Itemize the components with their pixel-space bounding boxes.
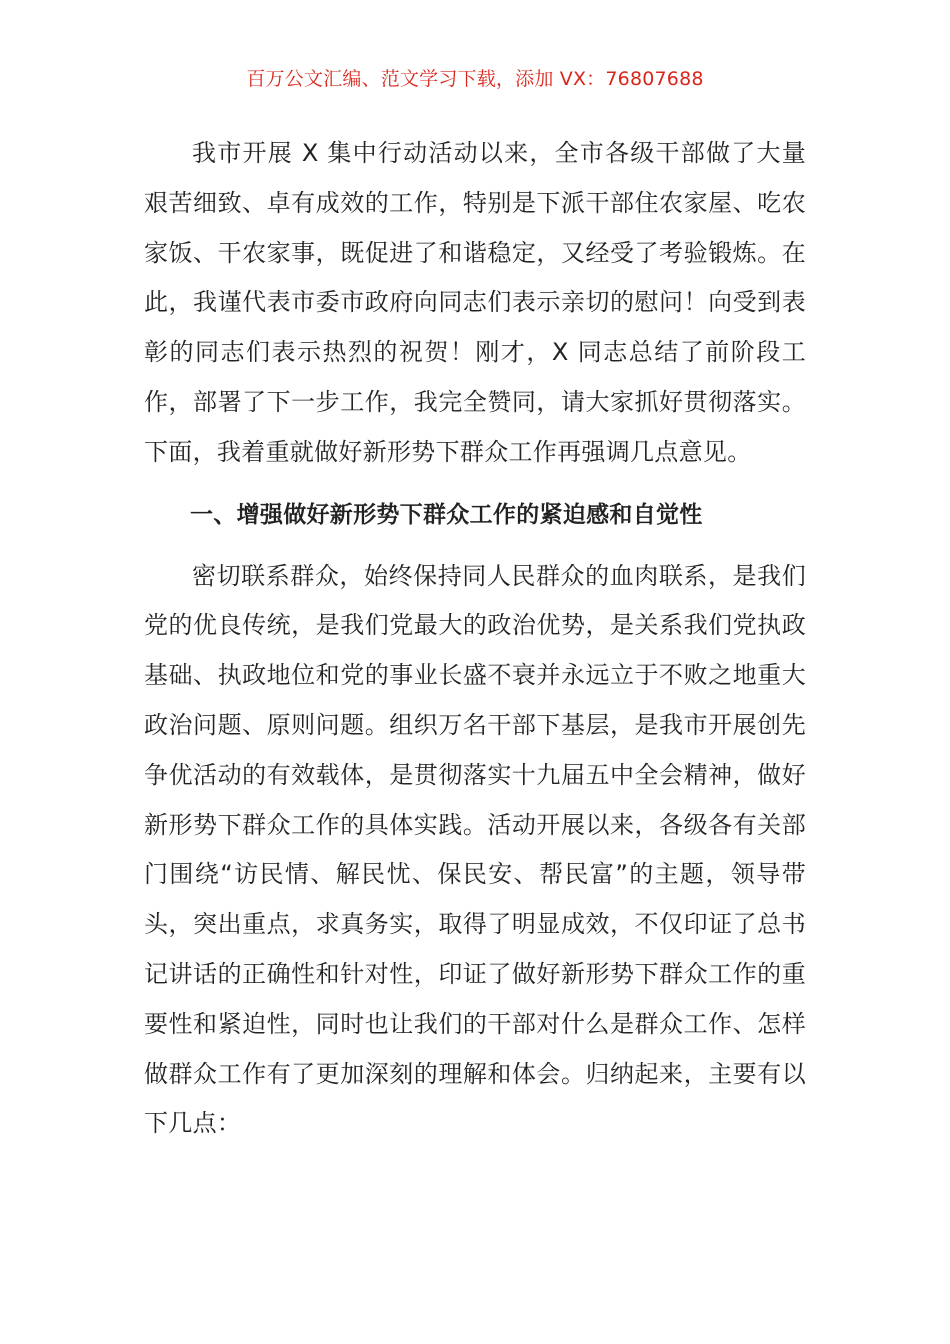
header-banner: 百万公文汇编、范文学习下载，添加 VX：76807688 (246, 68, 704, 90)
document-body (144, 129, 806, 1149)
section-heading: 一、增强做好新形势下群众工作的紧迫感和自觉性 (190, 501, 703, 528)
intro-paragraph: 我市开展 X 集中行动活动以来，全市各级干部做了大量艰苦细致、卓有成效的工作，特别是下派干部住农家屋、吃农家饭、干农家事，既促进了和谐稳定，又经受了考验锻炼。在此，我谨代表市委市政府向同志们表示亲切的慰问！向受到表彰的同志们表示热烈的祝贺！刚才，X 同志总结了前阶段工作，部署了下一步工作，我完全赞同，请大家抓好贯彻落实。下面，我着重就做好新形势下群众工作再强调几点意见。 (144, 139, 806, 466)
section-paragraph: 密切联系群众，始终保持同人民群众的血肉联系，是我们党的优良传统，是我们党最大的政治优势，是关系我们党执政基础、执政地位和党的事业长盛不衰并永远立于不败之地重大政治问题、原则问题。组织万名干部下基层，是我市开展创先争优活动的有效载体，是贯彻落实十九届五中全会精神，做好新形势下群众工作的具体实践。活动开展以来，各级各有关部门围绕“访民情、解民忧、保民安、帮民富”的主题，领导带头，突出重点，求真务实，取得了明显成效，不仅印证了总书记讲话的正确性和针对性，印证了做好新形势下群众工作的重要性和紧迫性，同时也让我们的干部对什么是群众工作、怎样做群众工作有了更加深刻的理解和体会。归纳起来，主要有以下几点： (144, 561, 806, 1138)
